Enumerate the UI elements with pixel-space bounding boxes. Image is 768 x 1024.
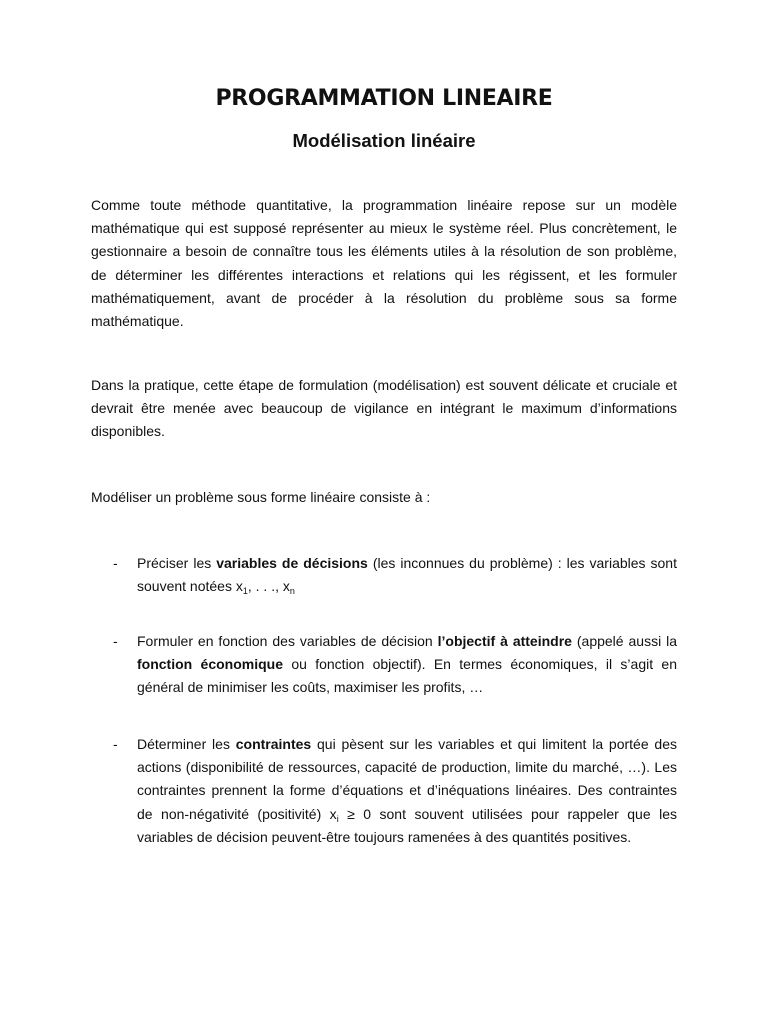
practice-paragraph: Dans la pratique, cette étape de formulation (modélisation) est souvent délicate et cruciale et devrait être menée avec beaucoup de vigilance en intégrant le maximum d’informations disponibles. <box>91 377 677 440</box>
list-item-text <box>137 552 677 598</box>
text-run: (les inconnues du problème) : les variables sont souvent notées x <box>137 555 677 595</box>
bold-term-objective: l’objectif à atteindre <box>437 633 572 649</box>
subscript: 1 <box>242 586 248 597</box>
bold-term-variables: variables de décisions <box>216 555 368 571</box>
text-run: qui pèsent sur les variables et qui limitent la portée des actions (disponibilité de ressources, capacité de production, limite du marché, …). Les contraintes prennent la forme d’équations et d’inéquations linéaires. Des contraintes de non-négativité (positivité) x <box>137 736 677 822</box>
text-run: , . . ., x <box>247 578 290 595</box>
text-run: Préciser les <box>137 555 217 571</box>
bullet-dash: - <box>113 736 118 752</box>
text-run: ou fonction objectif). En termes économiques, il s’agit en général de minimiser les coûts, maximiser les profits, … <box>137 656 677 696</box>
text-run: ≥ 0 sont souvent utilisées pour rappeler que les variables de décision peuvent-être toujours ramenées à des quantités positives. <box>137 805 677 845</box>
bold-term-economic-function: fonction économique <box>137 656 283 673</box>
subscript: i <box>336 813 339 824</box>
list-item-text <box>137 733 677 849</box>
document-subtitle: Modélisation linéaire <box>292 130 476 151</box>
text-run: (appelé aussi la <box>571 633 678 649</box>
bold-term-constraints: contraintes <box>235 736 312 752</box>
bullet-dash: - <box>113 555 118 571</box>
text-run: Formuler en fonction des variables de décision <box>137 633 438 649</box>
list-item-text <box>137 630 677 700</box>
text-run: Déterminer les <box>137 736 236 752</box>
bullet-dash: - <box>113 633 118 649</box>
subscript: n <box>289 586 295 597</box>
intro-paragraph: Comme toute méthode quantitative, la programmation linéaire repose sur un modèle mathématique qui est supposé représenter au mieux le système réel. Plus concrètement, le gestionnaire a besoin de connaître tous les éléments utiles à la résolution de son problème, de déterminer les différentes interactions et relations qui les régissent, et les formuler mathématiquement, avant de procéder à la résolution du problème sous sa forme mathématique. <box>91 197 677 330</box>
modeling-lead-paragraph: Modéliser un problème sous forme linéaire consiste à : <box>91 489 431 505</box>
document-title: PROGRAMMATION LINEAIRE <box>215 86 553 111</box>
